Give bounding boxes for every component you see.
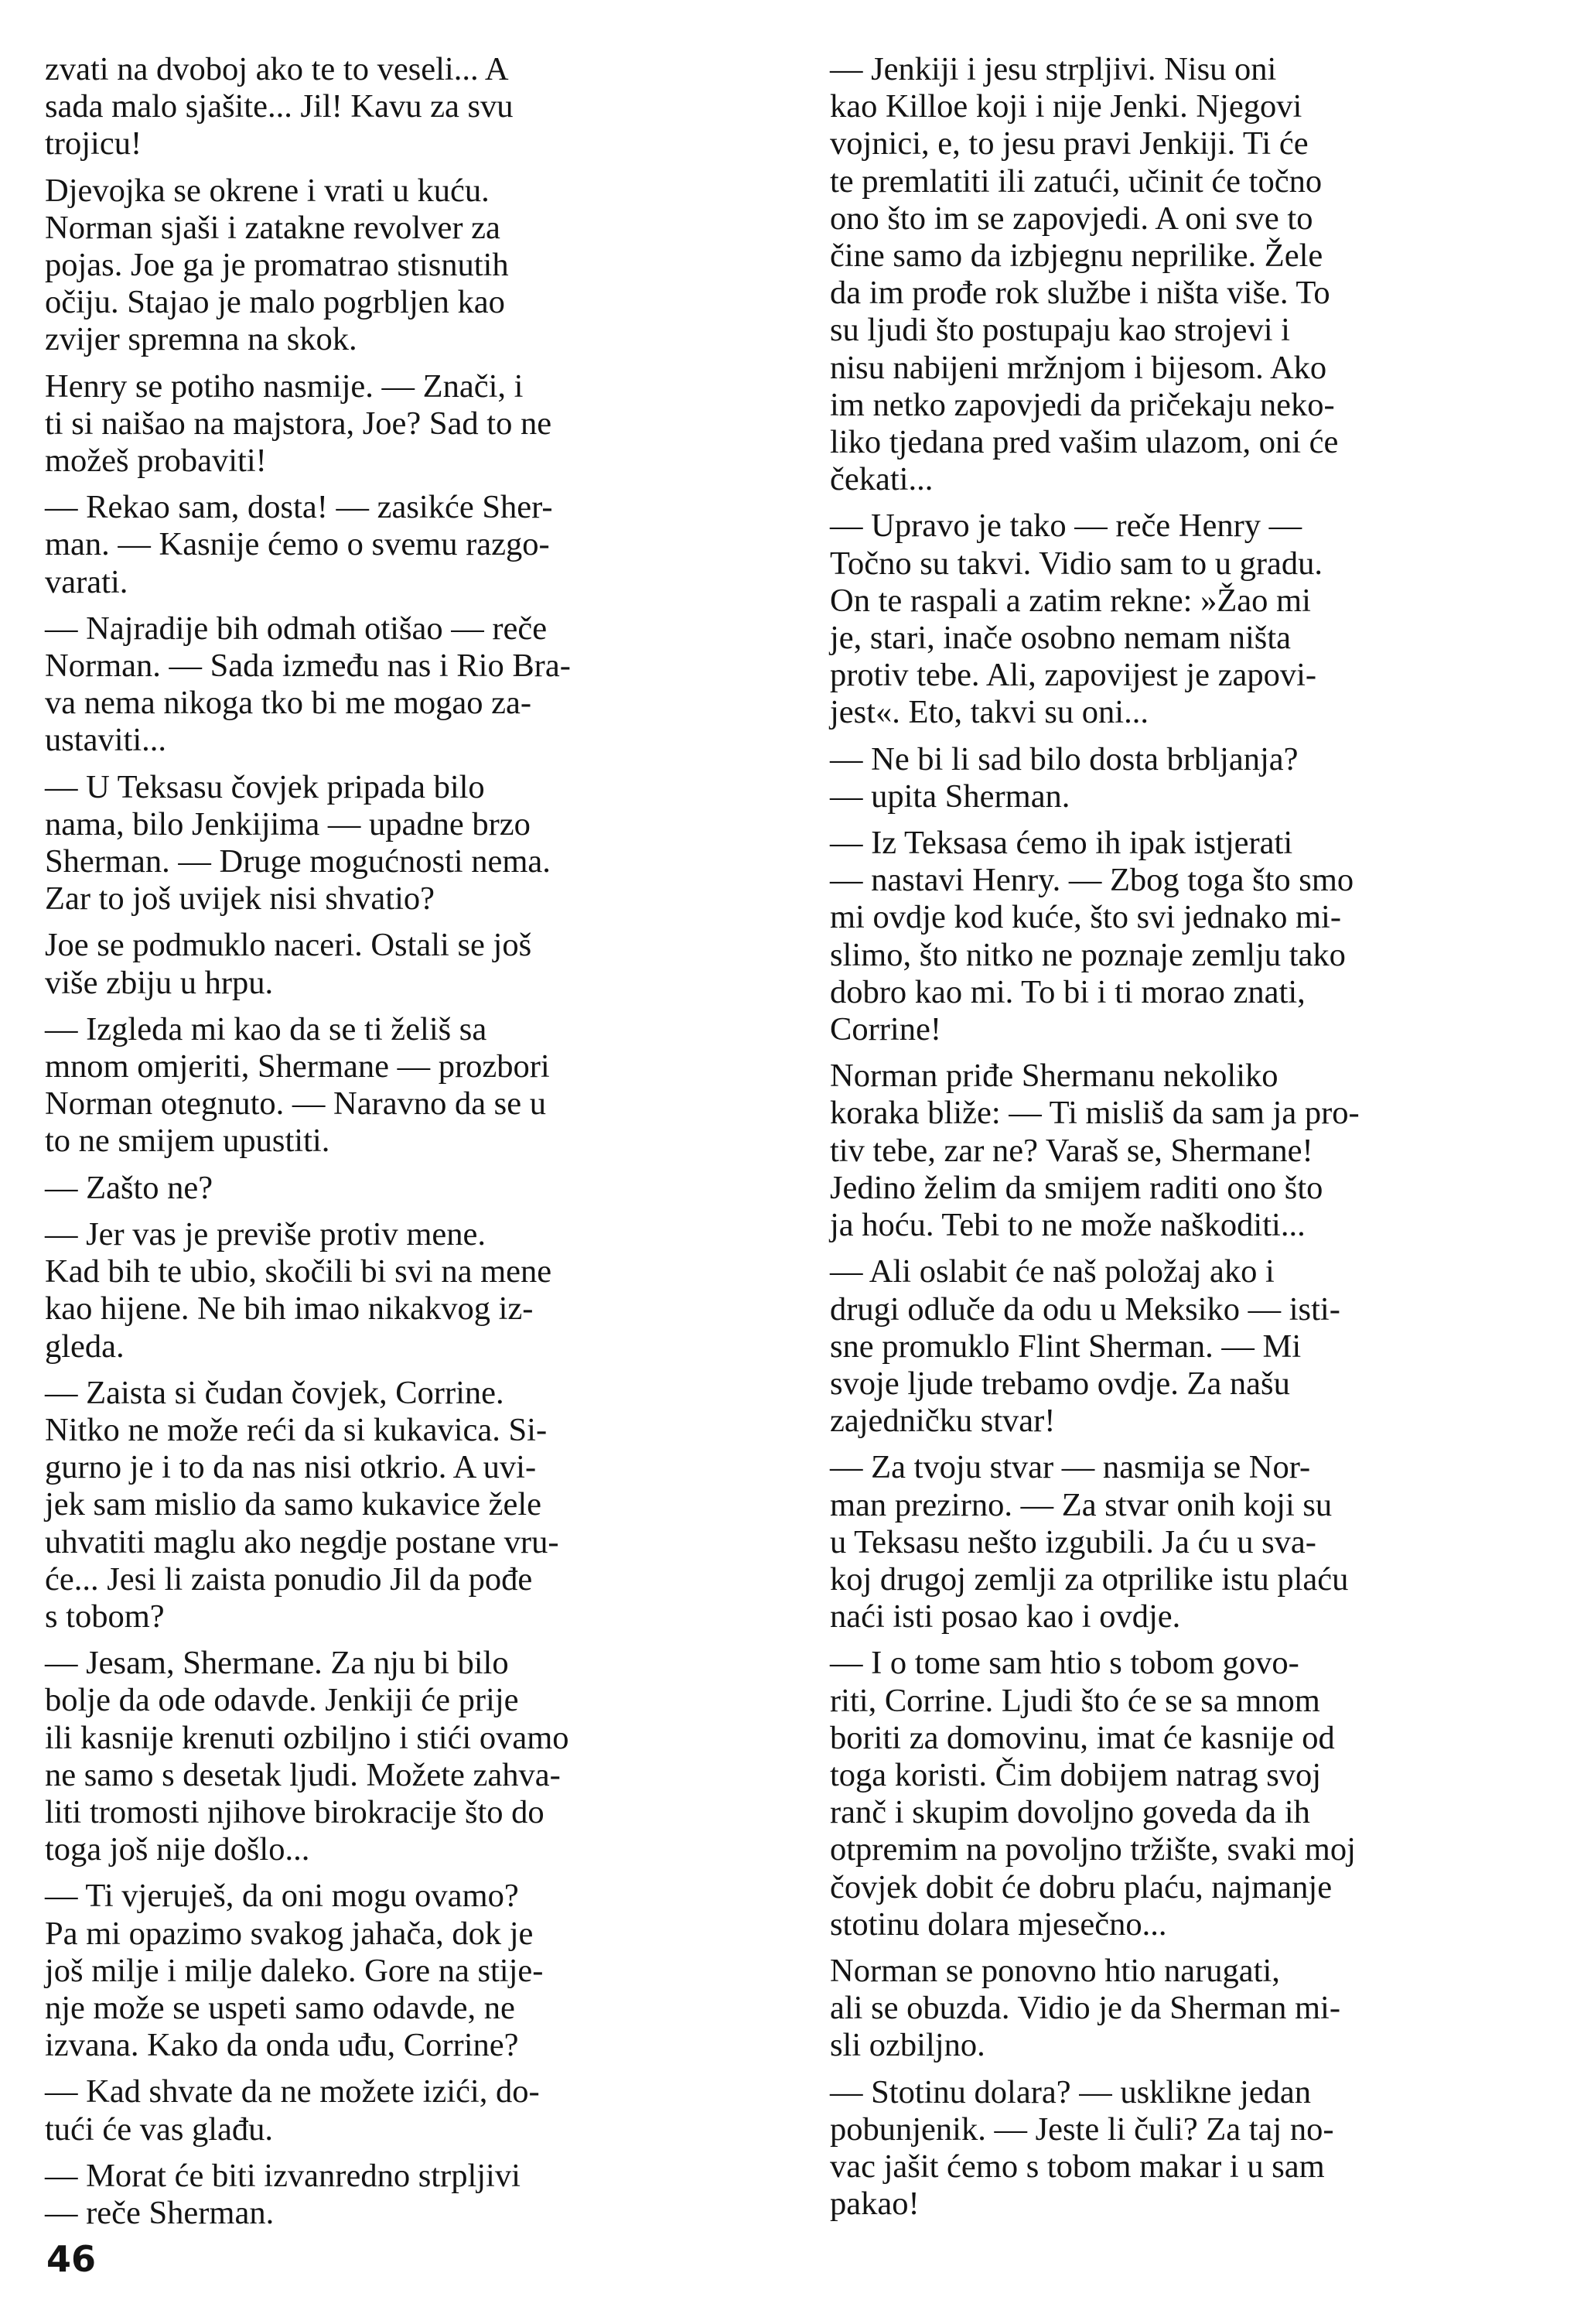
paragraph: zvati na dvoboj ako te to veseli... A sada malo sjašite... Jil! Kavu za svu trojicu! <box>45 51 514 162</box>
paragraph: — Morat će biti izvanredno strpljivi — reče Sherman. <box>45 2157 521 2231</box>
paragraph: — Izgleda mi kao da se ti želiš sa mnom omjeriti, Shermane — prozbori Norman otegnuto. — Naravno da se u to ne smijem upustiti. <box>45 1010 550 1160</box>
paragraph: — Ne bi li sad bilo dosta brbljanja? — upita Sherman. <box>830 740 1299 815</box>
page-number: 46 <box>46 2238 97 2280</box>
paragraph: — Jenkiji i jesu strpljivi. Nisu oni kao Killoe koji i nije Jenki. Njegovi vojnici, e, to jesu pravi Jenkiji. Ti će te premlatiti ili zatući, učinit će točno ono što im se zapovjedi. A oni sve to čine samo da izbjegnu neprilike. Žele da im prođe rok službe i ništa više. To su ljudi što postupaju kao strojevi i nisu nabijeni mržnjom i bijesom. Ako im netko zapovjedi da pričekaju neko- liko tjedana pred vašim ulazom, oni će čekati... <box>830 51 1339 498</box>
paragraph: — Rekao sam, dosta! — zasikće Sher- man. — Kasnije ćemo o svemu razgo- varati. <box>45 489 553 600</box>
paragraph: — Zašto ne? <box>45 1169 213 1206</box>
paragraph: — Kad shvate da ne možete izići, do- tući će vas glađu. <box>45 2073 540 2148</box>
right-column <box>830 51 1549 2232</box>
paragraph: Norman se ponovno htio narugati, ali se obuzda. Vidio je da Sherman mi- sli ozbiljno. <box>830 1952 1340 2064</box>
paragraph: — Ali oslabit će naš položaj ako i drugi odluče da odu u Meksiko — isti- sne promuklo Flint Sherman. — Mi svoje ljude trebamo ovdje. Za našu zajedničku stvar! <box>830 1253 1340 1440</box>
paragraph: — U Teksasu čovjek pripada bilo nama, bilo Jenkijima — upadne brzo Sherman. — Druge mogućnosti nema. Zar to još uvijek nisi shvatio? <box>45 768 551 918</box>
paragraph: — Za tvoju stvar — nasmija se Nor- man prezirno. — Za stvar onih koji su u Teksasu nešto izgubili. Ja ću u sva- koj drugoj zemlji za otprilike istu plaću naći isti posao kao i ovdje. <box>830 1449 1349 1635</box>
paragraph: — I o tome sam htio s tobom govo- riti, Corrine. Ljudi što će se sa mnom boriti za domovinu, imat će kasnije od toga koristi. Čim dobijem natrag svoj ranč i skupim dovoljno goveda da ih otpremim na povoljno tržište, svaki moj čovjek dobit će dobru plaću, najmanje stotinu dolara mjesečno... <box>830 1645 1356 1943</box>
paragraph: — Ti vjeruješ, da oni mogu ovamo? Pa mi opazimo svakog jahača, dok je još milje i milje daleko. Gore na stije- nje može se uspeti samo odavde, ne izvana. Kako da onda uđu, Corrine? <box>45 1878 544 2064</box>
paragraph: Norman priđe Shermanu nekoliko koraka bliže: — Ti misliš da sam ja pro- tiv tebe, zar ne? Varaš se, Shermane! Jedino želim da smijem raditi ono što ja hoću. Tebi to ne može naškoditi... <box>830 1058 1360 1244</box>
left-column <box>45 51 768 2241</box>
paragraph: — Zaista si čudan čovjek, Corrine. Nitko ne može reći da si kukavica. Si- gurno je i to da nas nisi otkrio. A uvi- jek sam mislio da samo kukavice žele uhvatiti maglu ako negdje postane vru- će... Jesi li zaista ponudio Jil da pođe s tobom? <box>45 1374 559 1635</box>
paragraph: — Najradije bih odmah otišao — reče Norman. — Sada između nas i Rio Bra- va nema nikoga tko bi me mogao za- ustaviti... <box>45 610 571 759</box>
paragraph: — Jesam, Shermane. Za nju bi bilo bolje da ode odavde. Jenkiji će prije ili kasnije krenuti ozbiljno i stići ovamo ne samo s desetak ljudi. Možete zahva- liti tromosti njihove birokracije što do toga još nije došlo... <box>45 1645 569 1868</box>
paragraph: Joe se podmuklo naceri. Ostali se još više zbiju u hrpu. <box>45 927 532 1001</box>
paragraph: — Upravo je tako — reče Henry — Točno su takvi. Vidio sam to u gradu. On te raspali a zatim rekne: »Žao mi je, stari, inače osobno nemam ništa protiv tebe. Ali, zapovijest je zapovi- jest«. Eto, takvi su oni... <box>830 508 1323 731</box>
paragraph: — Jer vas je previše protiv mene. Kad bih te ubio, skočili bi svi na mene kao hijene. Ne bih imao nikakvog iz- gleda. <box>45 1215 552 1365</box>
paragraph: — Stotinu dolara? — usklikne jedan pobunjenik. — Jeste li čuli? Za taj no- vac jašit ćemo s tobom makar i u sam pakao! <box>830 2073 1334 2223</box>
paragraph: Djevojka se okrene i vrati u kuću. Norman sjaši i zatakne revolver za pojas. Joe ga je promatrao stisnutih očiju. Stajao je malo pogrbljen kao zvijer spremna na skok. <box>45 172 509 358</box>
paragraph: Henry se potiho nasmije. — Znači, i ti si naišao na majstora, Joe? Sad to ne možeš probaviti! <box>45 367 552 480</box>
paragraph: — Iz Teksasa ćemo ih ipak istjerati — nastavi Henry. — Zbog toga što smo mi ovdje kod kuće, što svi jednako mi- slimo, što nitko ne poznaje zemlju tako dobro kao mi. To bi i ti morao znati, Corrine! <box>830 825 1354 1048</box>
